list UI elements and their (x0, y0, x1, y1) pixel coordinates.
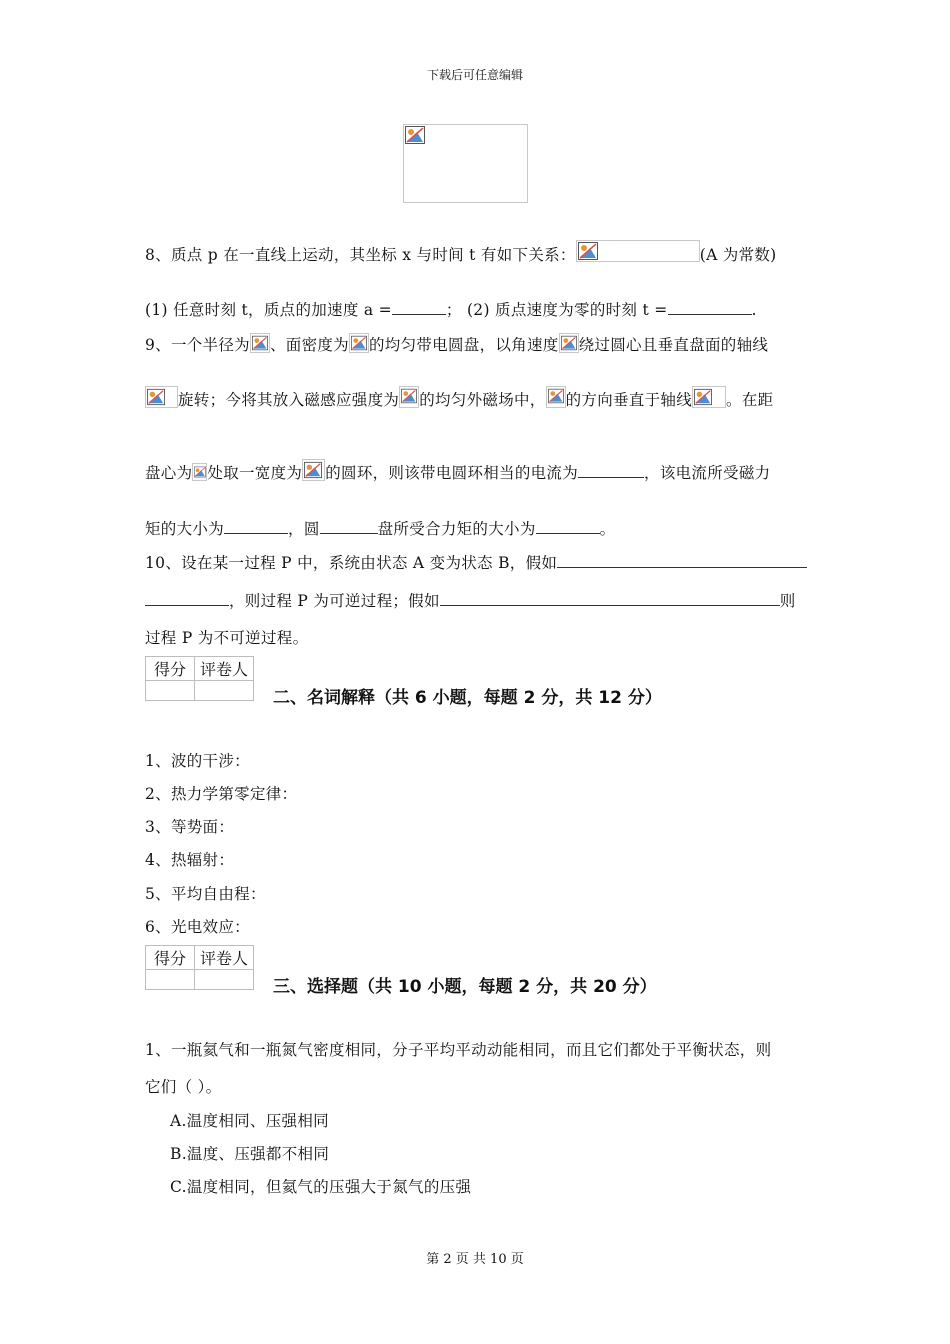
term-item: 3、等势面： (145, 818, 235, 836)
broken-image-icon (349, 333, 369, 353)
question-10-line2: ，则过程 P 为可逆过程；假如 则 (145, 589, 796, 611)
answer-blank[interactable] (440, 604, 780, 606)
choice-option-b[interactable]: B.温度、压强都不相同 (170, 1145, 330, 1163)
choice-question-1-cont: 它们（ ）。 (145, 1078, 222, 1096)
score-label: 得分 (146, 657, 195, 681)
broken-image-icon (559, 333, 579, 353)
question-9-line1: 9、一个半径为 、面密度为 的均匀带电圆盘，以角速度 绕过圆心且垂直盘面的轴线 (145, 333, 768, 355)
section-title: 二、名词解释（共 6 小题，每题 2 分，共 12 分） (273, 688, 662, 708)
broken-image-figure (403, 124, 528, 203)
grader-cell[interactable] (195, 681, 254, 701)
broken-image-icon (145, 386, 178, 408)
question-9-line2: 旋转；今将其放入磁感应强度为 的均匀外磁场中， 的方向垂直于轴线 。在距 (145, 386, 773, 410)
answer-blank[interactable] (224, 532, 288, 534)
broken-image-icon (692, 386, 726, 408)
broken-image-icon (250, 333, 270, 353)
question-10-line3: 过程 P 为不可逆过程。 (145, 629, 309, 647)
score-cell[interactable] (146, 970, 195, 990)
question-8-parts: (1) 任意时刻 t，质点的加速度 a = ； (2) 质点速度为零的时刻 t = . (145, 301, 757, 319)
answer-blank[interactable] (578, 476, 644, 478)
grader-label: 评卷人 (195, 946, 254, 970)
choice-option-a[interactable]: A.温度相同、压强相同 (170, 1112, 329, 1130)
score-table (145, 656, 254, 701)
question-8: 8、质点 p 在一直线上运动，其坐标 x 与时间 t 有如下关系： (A 为常数) (145, 240, 777, 265)
term-item: 6、光电效应： (145, 918, 250, 936)
term-item: 5、平均自由程： (145, 885, 266, 903)
page-footer: 第 2 页 共 10 页 (426, 1252, 524, 1267)
page-header: 下载后可任意编辑 (426, 68, 523, 82)
choice-question-1: 1、一瓶氦气和一瓶氮气密度相同，分子平均平动动能相同，而且它们都处于平衡状态，则 (145, 1041, 772, 1059)
term-item: 1、波的干涉： (145, 752, 250, 770)
score-cell[interactable] (146, 681, 195, 701)
choice-option-c[interactable]: C.温度相同，但氦气的压强大于氮气的压强 (170, 1178, 472, 1196)
question-10-line1: 10、设在某一过程 P 中，系统由状态 A 变为状态 B，假如 (145, 551, 807, 573)
section-title: 三、选择题（共 10 小题，每题 2 分，共 20 分） (273, 977, 657, 997)
grader-label: 评卷人 (195, 657, 254, 681)
score-table (145, 945, 254, 990)
answer-blank[interactable] (392, 313, 446, 315)
score-label: 得分 (146, 946, 195, 970)
broken-image-icon (302, 459, 325, 481)
broken-image-icon (399, 386, 419, 408)
broken-image-icon (192, 463, 207, 481)
answer-blank[interactable] (145, 604, 229, 606)
question-9-line3: 盘心为 处取一宽度为 的圆环，则该带电圆环相当的电流为 ，该电流所受磁力 (145, 459, 770, 483)
broken-image-icon (405, 126, 425, 144)
broken-image-icon (576, 240, 700, 262)
term-item: 2、热力学第零定律： (145, 785, 298, 803)
broken-image-icon (546, 386, 566, 408)
grader-cell[interactable] (195, 970, 254, 990)
answer-blank[interactable] (536, 532, 600, 534)
answer-blank[interactable] (320, 532, 378, 534)
answer-blank[interactable] (668, 313, 752, 315)
answer-blank[interactable] (557, 566, 807, 568)
term-item: 4、热辐射： (145, 851, 235, 869)
question-9-line4: 矩的大小为 ，圆 盘所受合力矩的大小为 。 (145, 520, 616, 538)
